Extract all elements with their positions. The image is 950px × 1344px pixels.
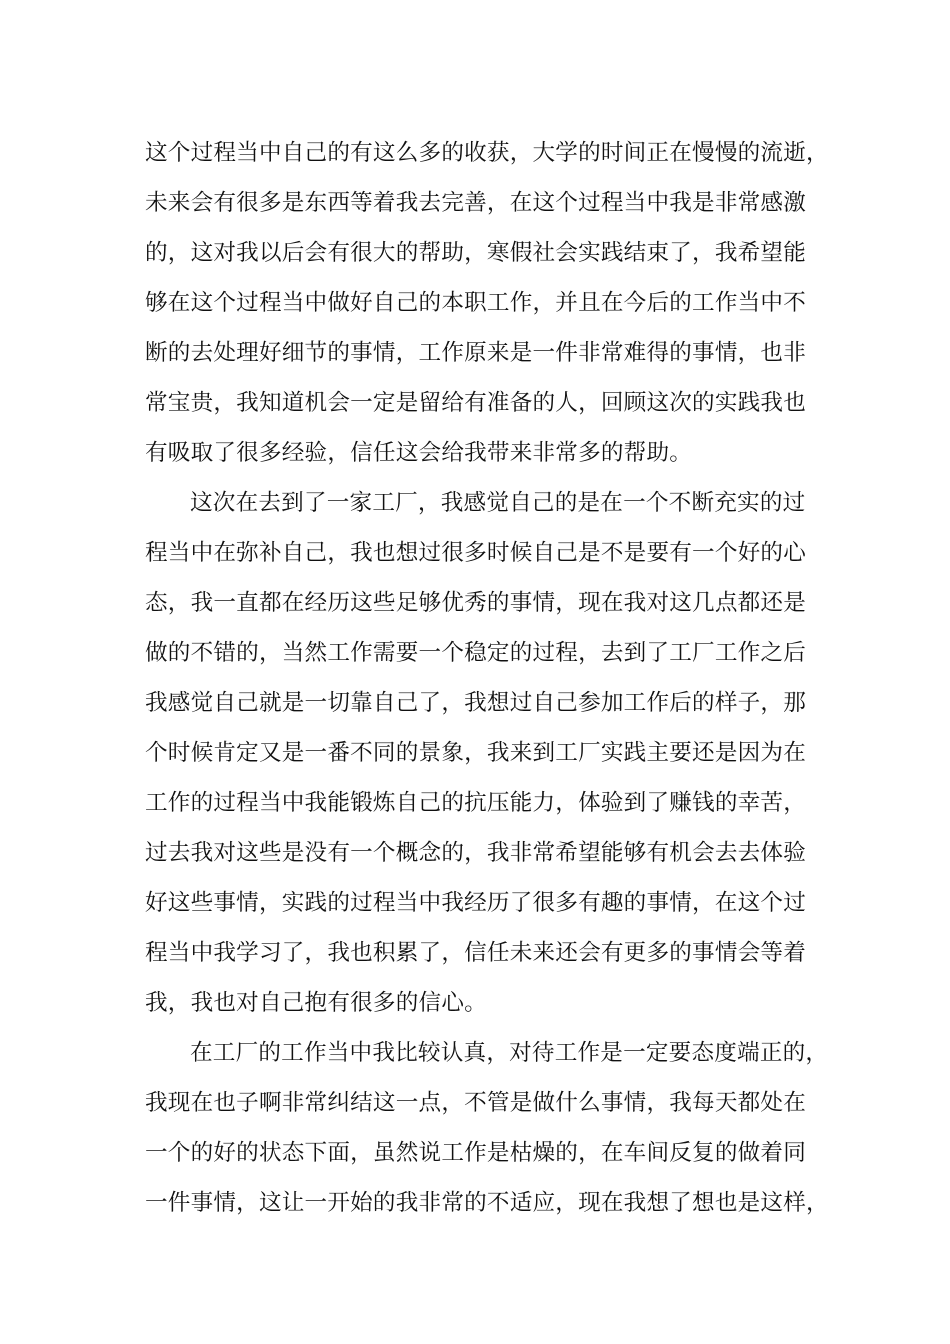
text-line: 做的不错的，当然工作需要一个稳定的过程，去到了工厂工作之后: [145, 640, 807, 666]
text-line: 态，我一直都在经历这些足够优秀的事情，现在我对这几点都还是: [145, 590, 807, 616]
paragraph-first-line: 这次在去到了一家工厂，我感觉自己的是在一个不断充实的过: [190, 490, 806, 516]
text-line: 程当中在弥补自己，我也想过很多时候自己是不是要有一个好的心: [145, 540, 807, 566]
text-line: 有吸取了很多经验，信任这会给我带来非常多的帮助。: [145, 440, 693, 466]
text-line: 我现在也子啊非常纠结这一点，不管是做什么事情，我每天都处在: [145, 1090, 807, 1116]
text-line: 个时候肯定又是一番不同的景象，我来到工厂实践主要还是因为在: [145, 740, 807, 766]
text-line: 断的去处理好细节的事情，工作原来是一件非常难得的事情，也非: [145, 340, 807, 366]
text-line: 一件事情，这让一开始的我非常的不适应，现在我想了想也是这样，: [145, 1190, 829, 1216]
text-line: 我，我也对自己抱有很多的信心。: [145, 990, 487, 1016]
text-line: 够在这个过程当中做好自己的本职工作，并且在今后的工作当中不: [145, 290, 807, 316]
text-line: 我感觉自己就是一切靠自己了，我想过自己参加工作后的样子，那: [145, 690, 807, 716]
text-line: 工作的过程当中我能锻炼自己的抗压能力，体验到了赚钱的幸苦，: [145, 790, 807, 816]
text-line: 常宝贵，我知道机会一定是留给有准备的人，回顾这次的实践我也: [145, 390, 807, 416]
paragraph-first-line: 在工厂的工作当中我比较认真，对待工作是一定要态度端正的，: [190, 1040, 829, 1066]
text-line: 这个过程当中自己的有这么多的收获，大学的时间正在慢慢的流逝，: [145, 140, 829, 166]
text-line: 未来会有很多是东西等着我去完善，在这个过程当中我是非常感激: [145, 190, 807, 216]
text-line: 一个的好的状态下面，虽然说工作是枯燥的，在车间反复的做着同: [145, 1140, 807, 1166]
body-text: [145, 128, 829, 1228]
text-line: 好这些事情，实践的过程当中我经历了很多有趣的事情，在这个过: [145, 890, 807, 916]
text-line: 过去我对这些是没有一个概念的，我非常希望能够有机会去去体验: [145, 840, 807, 866]
text-line: 程当中我学习了，我也积累了，信任未来还会有更多的事情会等着: [145, 940, 807, 966]
text-line: 的，这对我以后会有很大的帮助，寒假社会实践结束了，我希望能: [145, 240, 807, 266]
